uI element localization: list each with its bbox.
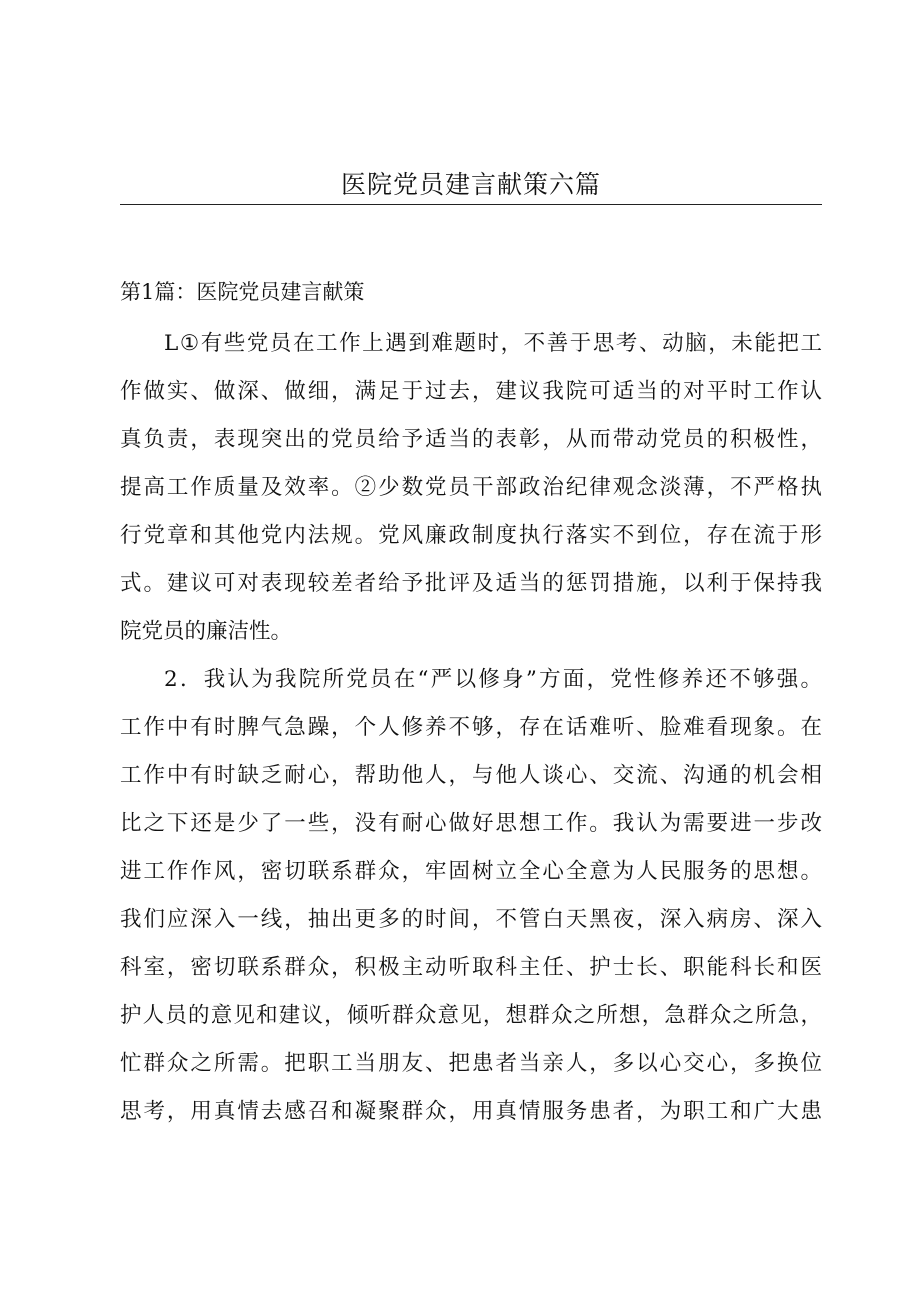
paragraph-line: 工作中有时脾气急躁，个人修养不够，存在话难听、脸难看现象。在 xyxy=(120,715,822,740)
paragraph-line: 院党员的廉洁性。 xyxy=(120,619,293,644)
document-body xyxy=(120,320,822,1136)
paragraph-line: 科室，密切联系群众，积极主动听取科主任、护士长、职能科长和医 xyxy=(120,955,822,980)
paragraph-line: 我们应深入一线，抽出更多的时间，不管白天黑夜，深入病房、深入 xyxy=(120,907,822,932)
paragraph-2 xyxy=(120,656,822,1136)
paragraph-line: 思考，用真情去感召和凝聚群众，用真情服务患者，为职工和广大患 xyxy=(120,1099,822,1124)
paragraph-line: L①有些党员在工作上遇到难题时，不善于思考、动脑，未能把工 xyxy=(164,331,822,356)
paragraph-line: 作做实、做深、做细，满足于过去，建议我院可适当的对平时工作认 xyxy=(120,379,822,404)
paragraph-line: 式。建议可对表现较差者给予批评及适当的惩罚措施，以利于保持我 xyxy=(120,571,822,596)
paragraph-line: 进工作作风，密切联系群众，牢固树立全心全意为人民服务的思想。 xyxy=(120,859,822,884)
document-title: 医院党员建言献策六篇 xyxy=(340,170,601,199)
section-heading: 第1篇：医院党员建言献策 xyxy=(120,280,365,304)
title-underline xyxy=(120,204,822,205)
paragraph-line: 比之下还是少了一些，没有耐心做好思想工作。我认为需要进一步改 xyxy=(120,811,822,836)
paragraph-line: 真负责，表现突出的党员给予适当的表彰，从而带动党员的积极性， xyxy=(120,427,822,452)
paragraph-1 xyxy=(120,320,822,656)
paragraph-line: 护人员的意见和建议，倾听群众意见，想群众之所想，急群众之所急， xyxy=(120,1003,822,1028)
paragraph-line: 2．我认为我院所党员在“严以修身”方面，党性修养还不够强。 xyxy=(164,667,822,692)
paragraph-line: 忙群众之所需。把职工当朋友、把患者当亲人，多以心交心，多换位 xyxy=(120,1051,822,1076)
paragraph-line: 行党章和其他党内法规。党风廉政制度执行落实不到位，存在流于形 xyxy=(120,523,822,548)
paragraph-line: 工作中有时缺乏耐心，帮助他人，与他人谈心、交流、沟通的机会相 xyxy=(120,763,822,788)
paragraph-line: 提高工作质量及效率。②少数党员干部政治纪律观念淡薄，不严格执 xyxy=(120,475,822,500)
